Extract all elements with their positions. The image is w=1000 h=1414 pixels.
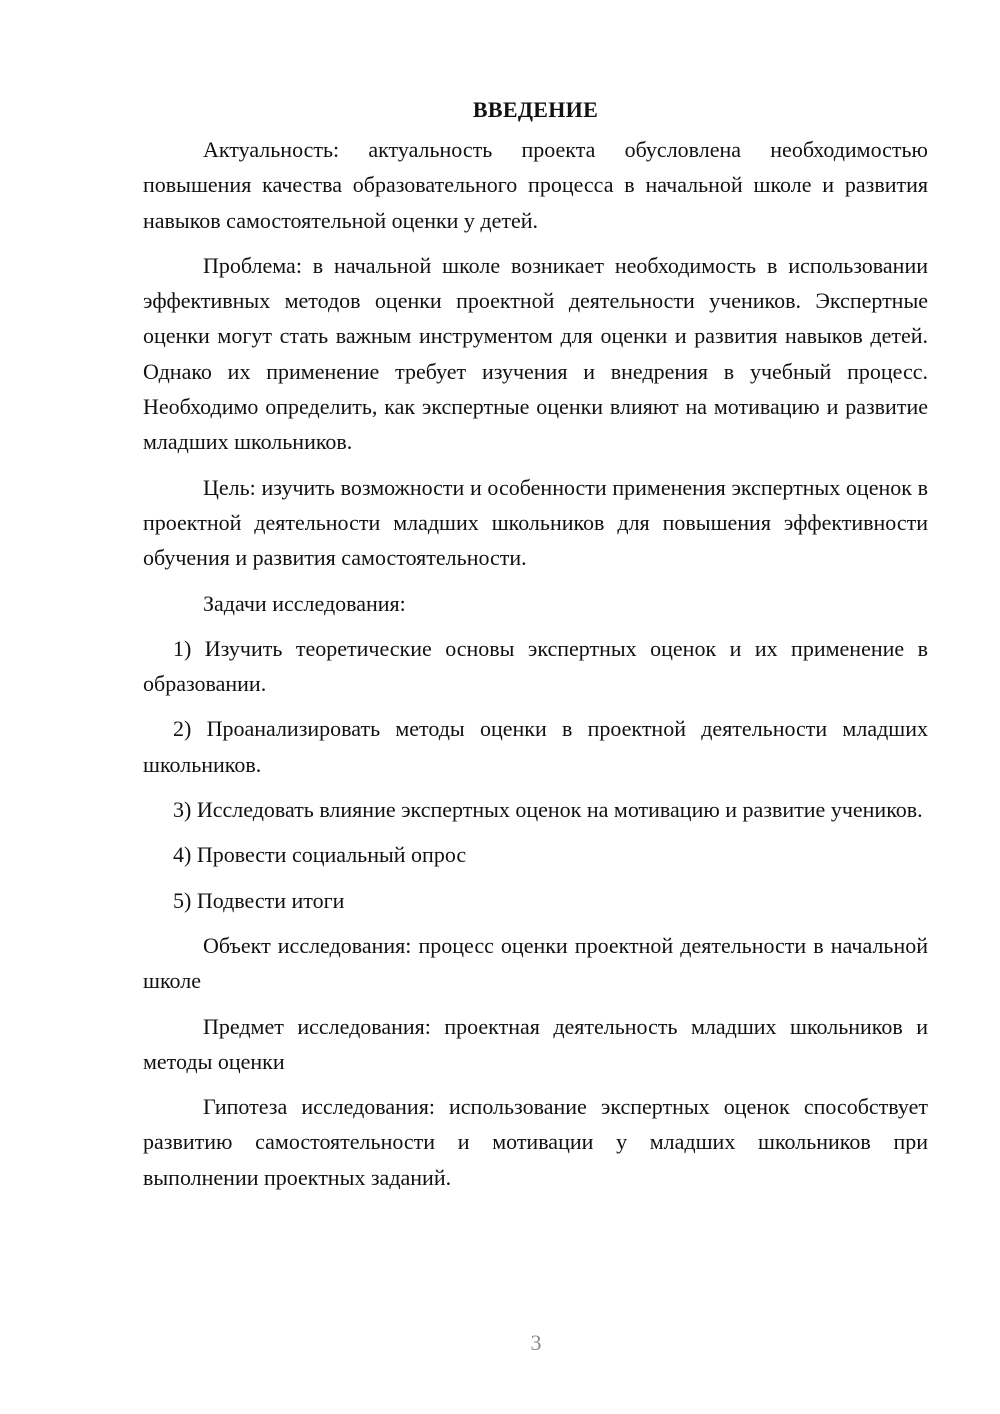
task-item-2: 2) Проанализировать методы оценки в проектной деятельности младших школьников. (143, 716, 928, 777)
hypothesis-paragraph: Гипотеза исследования: использование экспертных оценок способствует развитию самостоятельности и мотивации у младших школьников при выполнении проектных заданий. (143, 1094, 928, 1190)
relevance-paragraph: Актуальность: актуальность проекта обусловлена необходимостью повышения качества образовательного процесса в начальной школе и развития навыков самостоятельной оценки у детей. (143, 137, 928, 233)
problem-paragraph: Проблема: в начальной школе возникает необходимость в использовании эффективных методов оценки проектной деятельности учеников. Экспертные оценки могут стать важным инструментом для оценки и развития навыков детей. Однако их применение требует изучения и внедрения в учебный процесс. Необходимо определить, как экспертные оценки влияют на мотивацию и развитие младших школьников. (143, 252, 928, 455)
document-page (143, 92, 928, 1205)
object-paragraph: Объект исследования: процесс оценки проектной деятельности в начальной школе (143, 932, 928, 994)
task-item-3: 3) Исследовать влияние экспертных оценок на мотивацию и развитие учеников. (173, 797, 923, 823)
goal-paragraph: Цель: изучить возможности и особенности применения экспертных оценок в проектной деятельности младших школьников для повышения эффективности обучения и развития самостоятельности. (143, 474, 928, 571)
task-item-1: 1) Изучить теоретические основы экспертных оценок и их применение в образовании. (143, 635, 928, 697)
tasks-label: Задачи исследования: (203, 590, 406, 616)
subject-paragraph: Предмет исследования: проектная деятельность младших школьников и методы оценки (143, 1013, 928, 1074)
task-item-5: 5) Подвести итоги (173, 887, 345, 913)
section-heading: ВВЕДЕНИЕ (472, 97, 599, 122)
page-number: 3 (530, 1330, 542, 1355)
task-item-4: 4) Провести социальный опрос (173, 842, 467, 868)
